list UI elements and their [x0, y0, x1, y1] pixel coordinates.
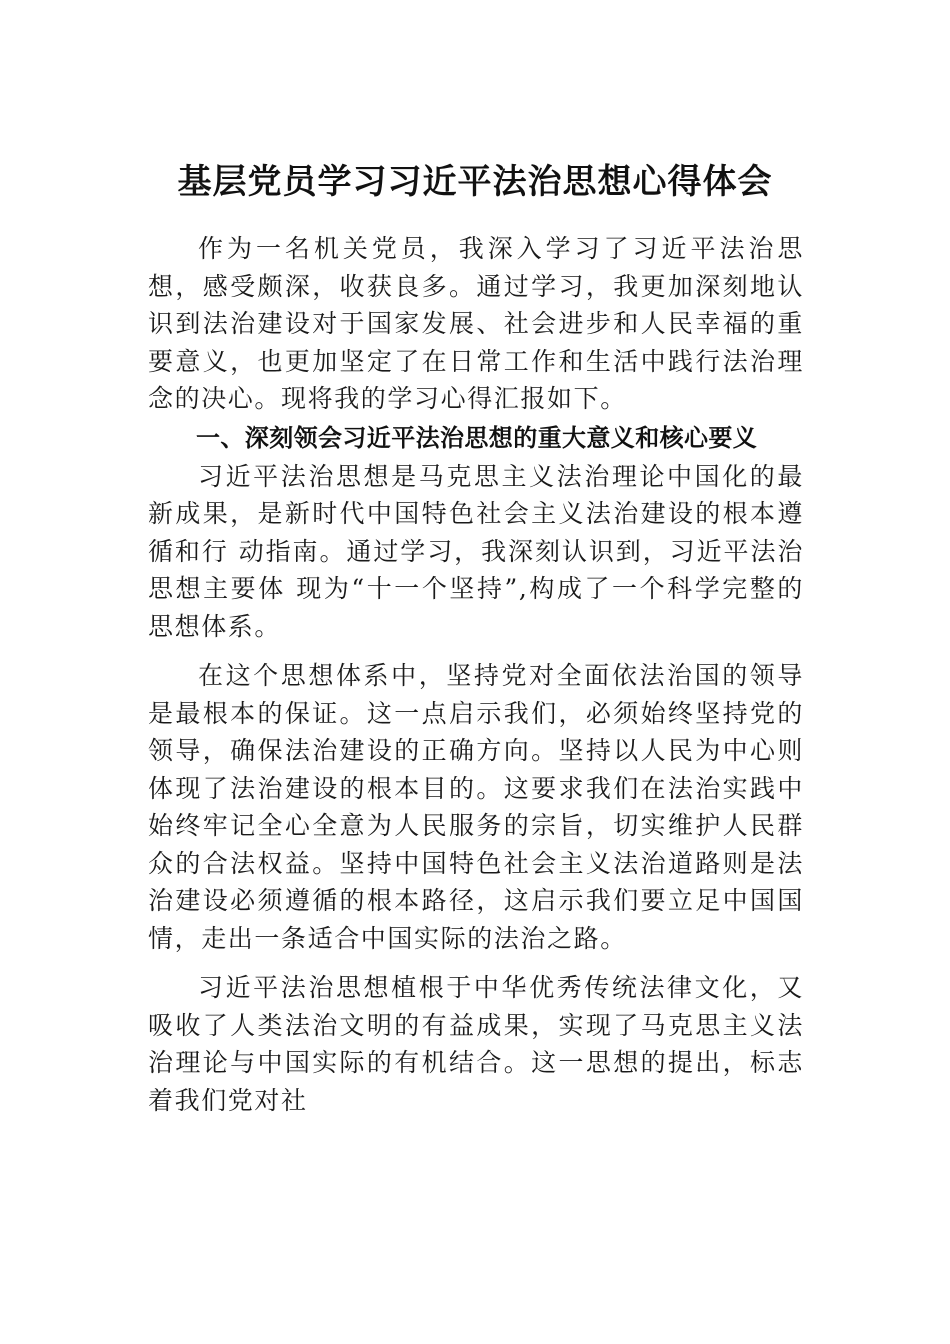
document-body	[148, 230, 804, 1119]
document-title: 基层党员学习习近平法治思想心得体会	[177, 162, 773, 202]
body-paragraph-1: 习近平法治思想是马克思主义法治理论中国化的最新成果，是新时代中国特色社会主义法治建设的根本遵循和行 动指南。通过学习，我深刻认识到，习近平法治思想主要体 现为“十一个坚持”,构成了一个科学完整的思想体系。	[148, 461, 804, 641]
body-paragraph-3: 习近平法治思想植根于中华优秀传统法律文化，又吸收了人类法治文明的有益成果，实现了马克思主义法治理论与中国实际的有机结合。这一思想的提出，标志着我们党对社	[148, 973, 804, 1115]
section-heading-one: 一、深刻领会习近平法治思想的重大意义和核心要义	[196, 423, 758, 452]
body-paragraph-2: 在这个思想体系中，坚持党对全面依法治国的领导是最根本的保证。这一点启示我们，必须始终坚持党的领导，确保法治建设的正确方向。坚持以人民为中心则体现了法治建设的根本目的。这要求我们在法治实践中始终牢记全心全意为人民服务的宗旨，切实维护人民群众的合法权益。坚持中国特色社会主义法治道路则是法治建设必须遵循的根本路径，这启示我们要立足中国国情，走出一条适合中国实际的法治之路。	[148, 661, 804, 953]
intro-paragraph: 作为一名机关党员，我深入学习了习近平法治思想，感受颇深，收获良多。通过学习，我更加深刻地认识到法治建设对于国家发展、社会进步和人民幸福的重要意义，也更加坚定了在日常工作和生活中践行法治理念的决心。现将我的学习心得汇报如下。	[148, 234, 804, 413]
